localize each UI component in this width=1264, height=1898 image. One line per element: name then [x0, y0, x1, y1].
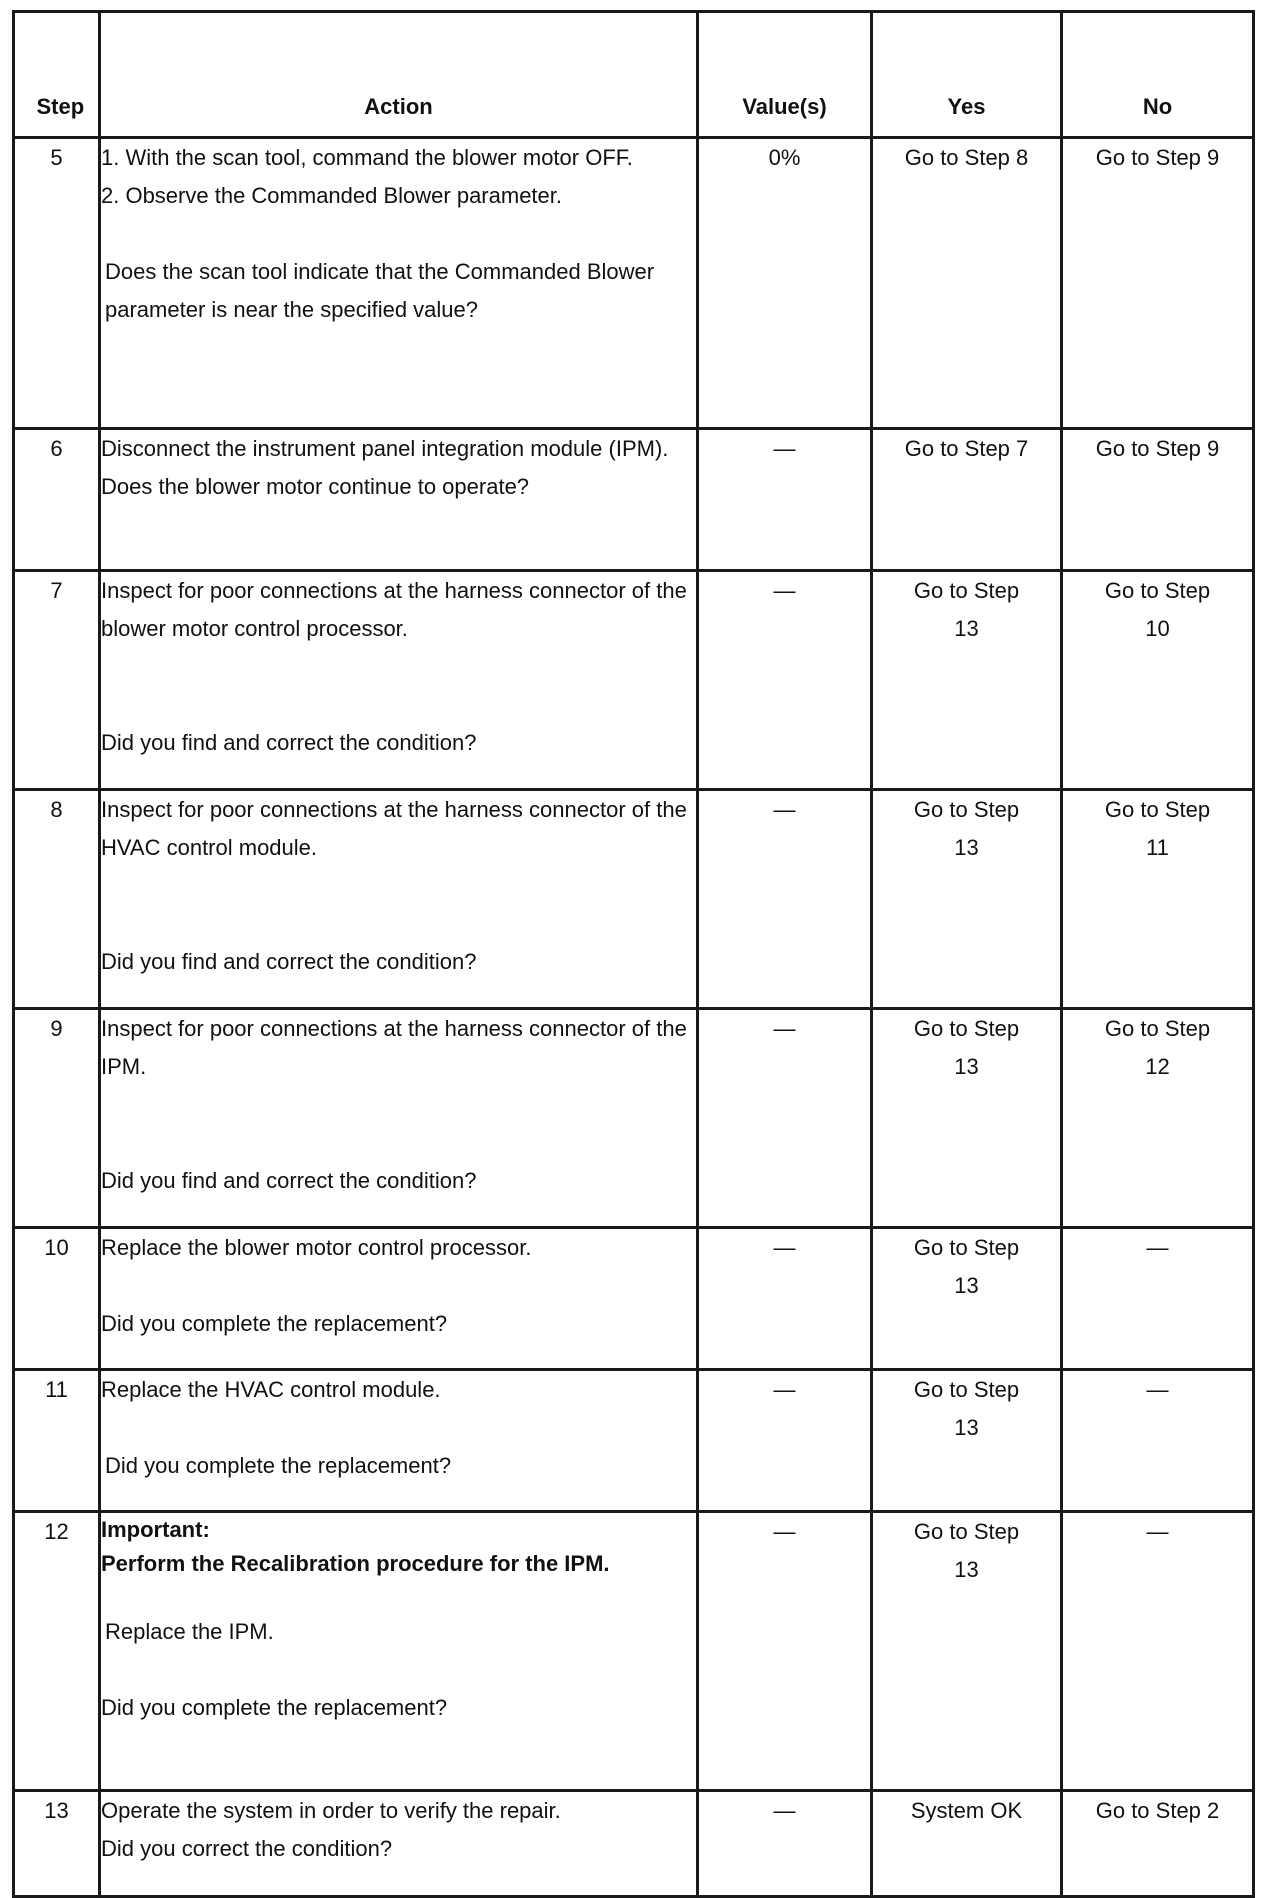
action-line: Inspect for poor connections at the harness connector of the HVAC control module. — [101, 797, 687, 860]
header-yes: Yes — [872, 12, 1062, 138]
table-row — [14, 571, 1254, 790]
no-link[interactable]: Go to Step 12 — [1062, 1009, 1254, 1228]
table-row — [14, 1009, 1254, 1228]
action-cell — [100, 571, 698, 790]
action-line: 1. With the scan tool, command the blower motor OFF. — [101, 145, 633, 170]
value-cell: — — [698, 429, 872, 571]
step-number: 13 — [14, 1791, 100, 1897]
step-number: 8 — [14, 790, 100, 1009]
yes-link[interactable]: Go to Step 13 — [872, 1009, 1062, 1228]
value-cell: — — [698, 1228, 872, 1370]
step-number: 12 — [14, 1512, 100, 1791]
table-row — [14, 1228, 1254, 1370]
yes-link[interactable]: Go to Step 13 — [872, 1370, 1062, 1512]
action-cell — [100, 1228, 698, 1370]
action-line: Operate the system in order to verify the repair. — [101, 1798, 561, 1823]
yes-link[interactable]: Go to Step 13 — [872, 1512, 1062, 1791]
no-link[interactable]: Go to Step 2 — [1062, 1791, 1254, 1897]
action-cell — [100, 1791, 698, 1897]
yes-link[interactable]: Go to Step 13 — [872, 1228, 1062, 1370]
no-link: — — [1062, 1228, 1254, 1370]
action-line: Replace the blower motor control processor. — [101, 1235, 532, 1260]
table-row — [14, 1512, 1254, 1791]
action-line: Disconnect the instrument panel integration module (IPM). Does the blower motor continue to operate? — [101, 436, 669, 499]
action-cell — [100, 1009, 698, 1228]
action-question: Did you find and correct the condition? — [101, 730, 477, 755]
action-line: 2. Observe the Commanded Blower parameter. — [101, 183, 563, 208]
header-values: Value(s) — [698, 12, 872, 138]
header-no: No — [1062, 12, 1254, 138]
value-cell: 0% — [698, 138, 872, 429]
yes-link[interactable]: Go to Step 13 — [872, 571, 1062, 790]
action-cell — [100, 138, 698, 429]
no-link[interactable]: Go to Step 10 — [1062, 571, 1254, 790]
important-label: Important: — [101, 1517, 210, 1542]
step-number: 6 — [14, 429, 100, 571]
value-cell: — — [698, 1009, 872, 1228]
action-question: Did you complete the replacement? — [101, 1311, 448, 1336]
no-link[interactable]: Go to Step 9 — [1062, 429, 1254, 571]
table-row — [14, 429, 1254, 571]
action-line: Replace the IPM. — [105, 1619, 274, 1644]
header-row — [14, 12, 1254, 138]
value-cell: — — [698, 1512, 872, 1791]
value-cell: — — [698, 790, 872, 1009]
action-question: Did you complete the replacement? — [105, 1453, 452, 1478]
step-number: 9 — [14, 1009, 100, 1228]
value-cell: — — [698, 1791, 872, 1897]
action-question: Did you find and correct the condition? — [101, 1168, 477, 1193]
value-cell: — — [698, 571, 872, 790]
step-number: 10 — [14, 1228, 100, 1370]
action-question: Does the scan tool indicate that the Commanded Blower parameter is near the specified value? — [105, 259, 655, 322]
yes-link[interactable]: Go to Step 13 — [872, 790, 1062, 1009]
action-cell — [100, 1370, 698, 1512]
yes-link[interactable]: Go to Step 7 — [872, 429, 1062, 571]
action-question: Did you correct the condition? — [101, 1836, 393, 1861]
diagnostic-procedure-table — [12, 10, 1255, 1898]
no-link: — — [1062, 1512, 1254, 1791]
action-line: Replace the HVAC control module. — [101, 1377, 441, 1402]
action-cell — [100, 429, 698, 571]
header-step: Step — [14, 12, 100, 138]
step-number: 7 — [14, 571, 100, 790]
no-link[interactable]: Go to Step 11 — [1062, 790, 1254, 1009]
action-question: Did you find and correct the condition? — [101, 949, 477, 974]
action-line: Inspect for poor connections at the harness connector of the IPM. — [101, 1016, 687, 1079]
action-cell — [100, 1512, 698, 1791]
header-action: Action — [100, 12, 698, 138]
step-number: 5 — [14, 138, 100, 429]
yes-link[interactable]: System OK — [872, 1791, 1062, 1897]
yes-link[interactable]: Go to Step 8 — [872, 138, 1062, 429]
action-cell — [100, 790, 698, 1009]
table-row — [14, 1791, 1254, 1897]
table-row — [14, 790, 1254, 1009]
action-line: Inspect for poor connections at the harness connector of the blower motor control processor. — [101, 578, 687, 641]
table-row — [14, 1370, 1254, 1512]
value-cell: — — [698, 1370, 872, 1512]
step-number: 11 — [14, 1370, 100, 1512]
important-text: Perform the Recalibration procedure for the IPM. — [101, 1551, 610, 1576]
action-question: Did you complete the replacement? — [101, 1695, 448, 1720]
no-link[interactable]: Go to Step 9 — [1062, 138, 1254, 429]
no-link: — — [1062, 1370, 1254, 1512]
table-row — [14, 138, 1254, 429]
